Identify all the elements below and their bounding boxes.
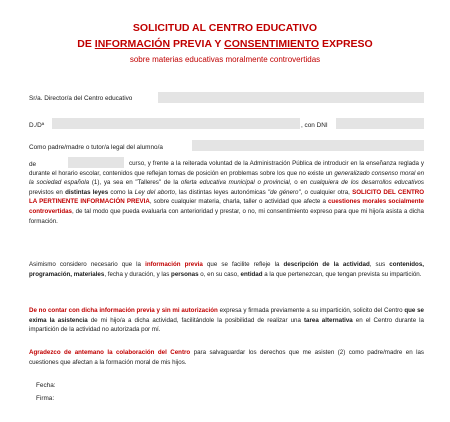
name-field[interactable] [52,118,300,129]
document-title: SOLICITUD AL CENTRO EDUCATIVO [132,22,318,34]
de-label: de [29,161,37,168]
dd-label: D./Dª [29,122,45,129]
paragraph-request: curso, y frente a la reiterada voluntad de la Administración Pública de introducir en la enseñanza reglada y durante el horario escolar, contenidos que reflejan tomas de posición en problemas sobre los que no existe un generalizado consenso moral en la sociedad española (1), ya sea en "Talleres" de la oferta educativa municipal o provincial, o en cualquiera de los desarrollos educativos previstos en distintas leyes como la Ley del aborto, las distintas leyes autonómicas "de género", o cualquier otra, SOLICITO DEL CENTRO LA PERTINENTE INFORMACIÓN PREVIA, sobre cualquier materia, charla, taller o actividad que afecte a cuestiones morales socialmente controvertidas, de tal modo que pueda evaluarla con anterioridad y prestar, o no, mi consentimiento expreso para que mi hijo/a asista a dicha formación. [29,160,425,225]
director-field[interactable] [158,92,424,103]
signature-label: Firma: [36,395,55,402]
director-label: Sr/a. Director/a del Centro educativo [29,95,133,102]
date-label: Fecha: [36,382,56,389]
dni-field[interactable] [336,118,424,129]
document-subtitle: sobre materias educativas moralmente controvertidas [129,55,321,64]
parent-label: Como padre/madre o tutor/a legal del alumno/a [29,144,163,151]
dni-label: , con DNI [301,122,328,129]
student-field[interactable] [192,140,424,151]
paragraph-thanks: Agradezco de antemano la colaboración del Centro para salvaguardar los derechos que me asisten (2) como padre/madre en las cuestiones que afectan a la formación moral de mis hijos. [29,349,424,366]
paragraph-info-content: Asimismo considero necesario que la información previa que se facilite refleje la descripción de la actividad, sus contenidos, programación, materiales, fecha y duración, y las personas o, en su caso, entidad a la que pertenezcan, que tengan prevista su impartición. [29,261,425,278]
paragraph-exemption: De no contar con dicha información previa y sin mi autorización expresa y firmada previamente a su impartición, solicito del Centro que se exima la asistencia de mi hijo/a a dicha actividad, facilitándole la posibilidad de realizar una tarea alternativa en el Centro durante la impartición de la actividad no autorizada por mí. [29,307,424,334]
document-title-line2: DE INFORMACIÓN PREVIA Y CONSENTIMIENTO EXPRESO [77,38,373,50]
